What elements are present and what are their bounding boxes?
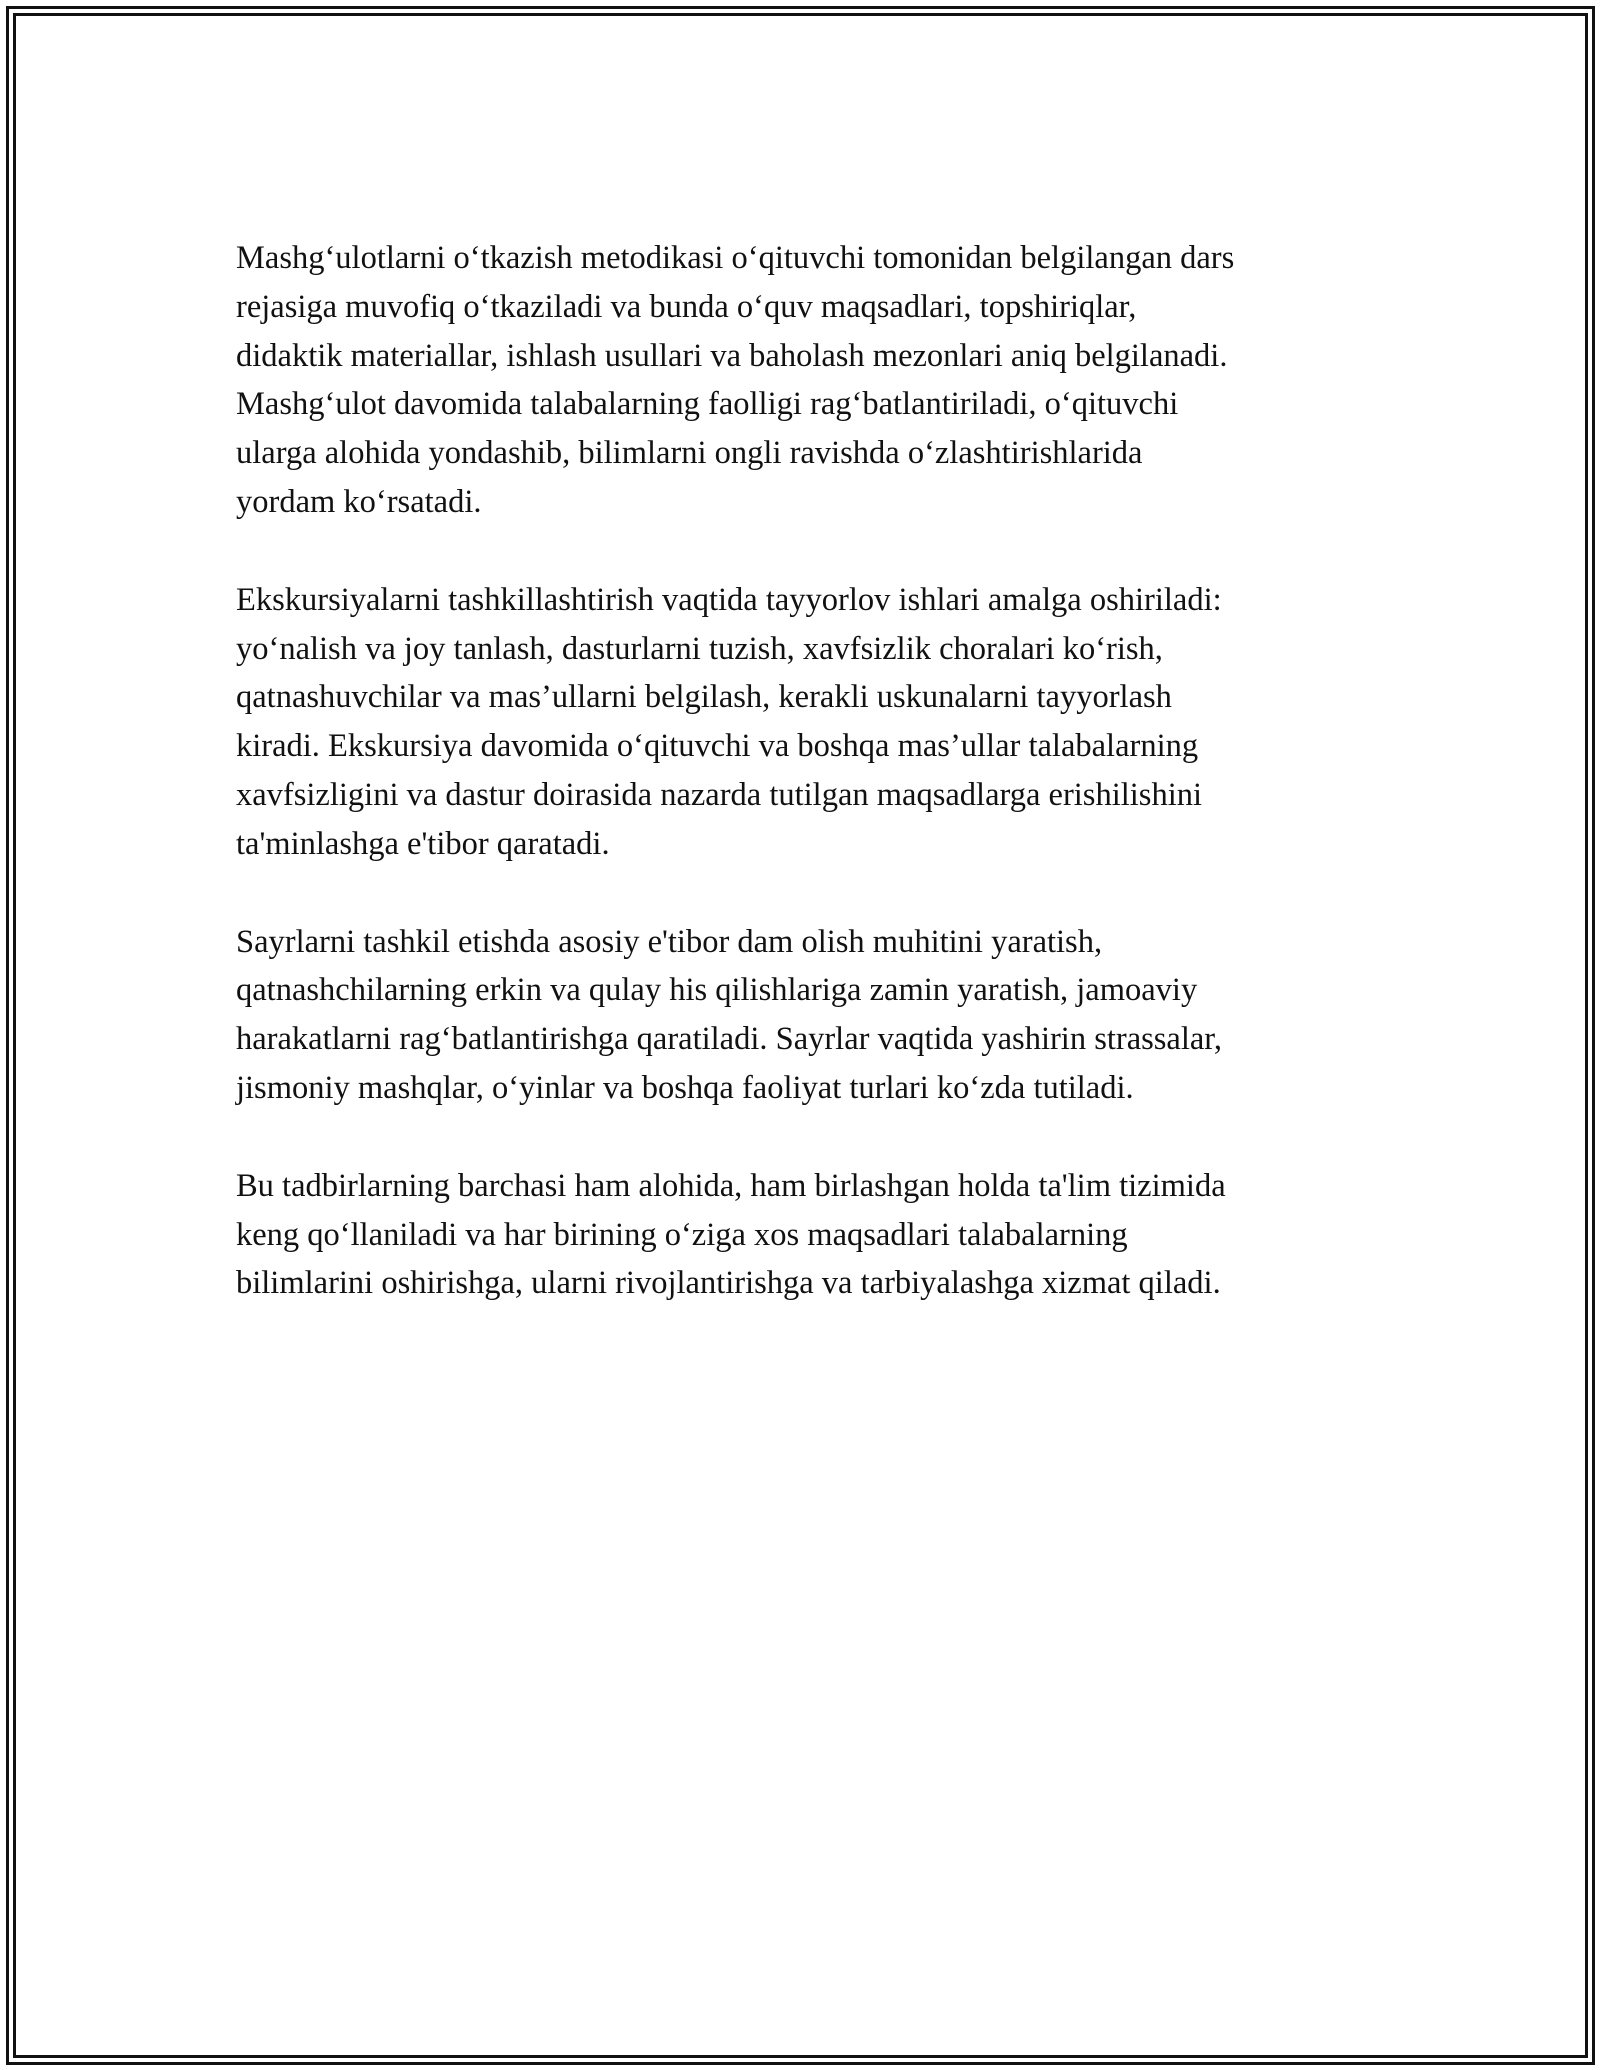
document-body	[236, 234, 1386, 1357]
paragraph-xulosa: Bu tadbirlarning barchasi ham alohida, ham birlashgan holda ta'lim tizimida keng qo‘llaniladi va har birining o‘ziga xos maqsadlari talabalarning bilimlarini oshirishga, ularni rivojlantirishga va tarbiyalashga xizmat qiladi.	[236, 1167, 1226, 1302]
paragraph-sayrlar: Sayrlarni tashkil etishda asosiy e'tibor dam olish muhitini yaratish, qatnashchilarning erkin va qulay his qilishlariga zamin yaratish, jamoaviy harakatlarni rag‘batlantirishga qaratiladi. Sayrlar vaqtida yashirin strassalar, jismoniy mashqlar, o‘yinlar va boshqa faoliyat turlari ko‘zda tutiladi.	[236, 923, 1222, 1106]
paragraph-ekskursiyalar: Ekskursiyalarni tashkillashtirish vaqtida tayyorlov ishlari amalga oshiriladi: yo‘nalish va joy tanlash, dasturlarni tuzish, xavfsizlik choralari ko‘rish, qatnashuvchilar va mas’ullarni belgilash, kerakli uskunalarni tayyorlash kiradi. Ekskursiya davomida o‘qituvchi va boshqa mas’ullar talabalarning xavfsizligini va dastur doirasida nazarda tutilgan maqsadlarga erishilishini ta'minlashga e'tibor qaratadi.	[236, 581, 1222, 862]
paragraph-mashgulotlar: Mashg‘ulotlarni o‘tkazish metodikasi o‘qituvchi tomonidan belgilangan dars rejasiga muvofiq o‘tkaziladi va bunda o‘quv maqsadlari, topshiriqlar, didaktik materiallar, ishlash usullari va baholash mezonlari aniq belgilanadi. Mashg‘ulot davomida talabalarning faolligi rag‘batlantiriladi, o‘qituvchi ularga alohida yondashib, bilimlarni ongli ravishda o‘zlashtirishlarida yordam ko‘rsatadi.	[236, 240, 1235, 520]
